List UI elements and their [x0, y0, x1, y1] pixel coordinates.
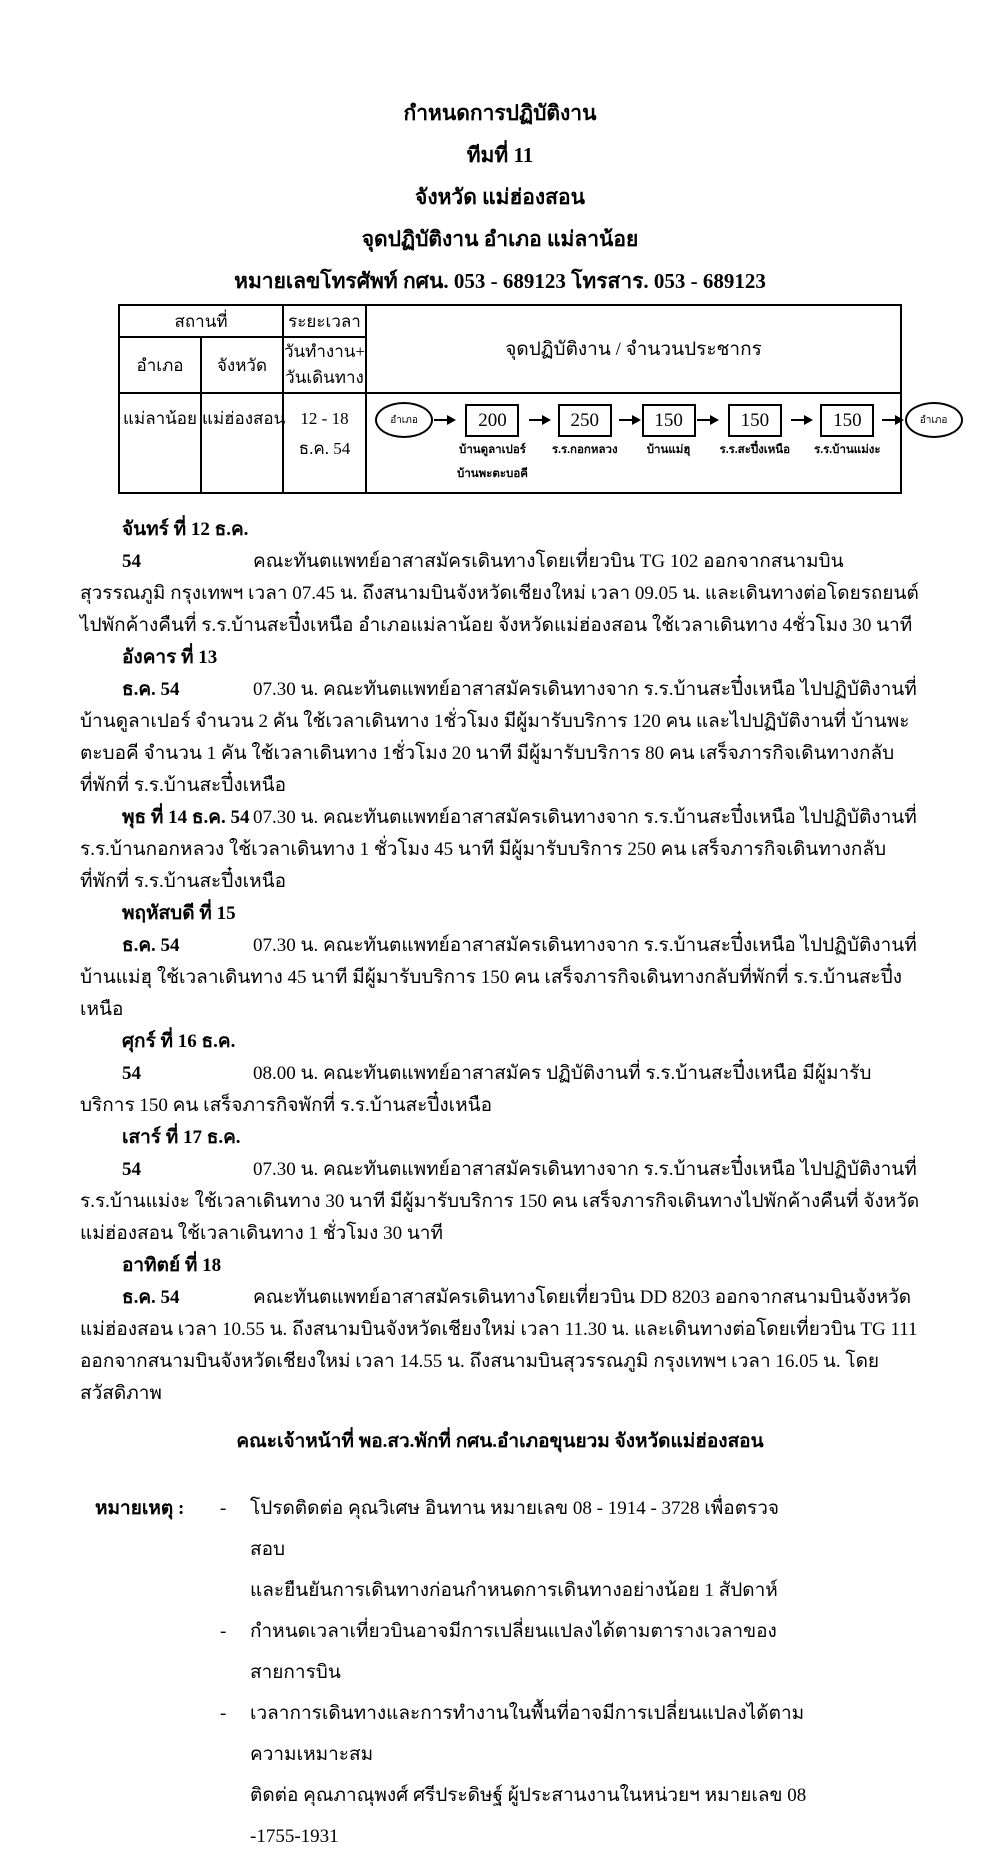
end-oval: อำเภอ — [905, 402, 963, 438]
note-item — [220, 1693, 920, 1857]
flow-arrow-icon — [791, 402, 813, 438]
operation-point-line: จุดปฏิบัติงาน อำเภอ แม่ลาน้อย — [361, 227, 639, 251]
staff-accommodation-line: คณะเจ้าหน้าที่ พอ.สว.พักที่ กศน.อำเภอขุนยวม จังหวัดแม่ฮ่องสอน — [236, 1431, 764, 1452]
entry-text: 07.30 น. คณะทันตแพทย์อาสาสมัครเดินทางจาก ร.ร.บ้านสะปึ๋งเหนือ ไปปฏิบัติงานที่ บ้านแม่ฮุ ใช้เวลาเดินทาง 45 นาที มีผู้มารับบริการ 150 คน เสร็จภารกิจเดินทางกลับที่พักที่ ร.ร.บ้านสะปึ๋งเหนือ — [80, 935, 917, 1020]
day-label: ศุกร์ ที่ 16 ธ.ค. 54 — [122, 1031, 236, 1084]
note-text — [250, 1611, 810, 1693]
flow-arrow-icon — [619, 402, 641, 438]
entry-text: คณะทันตแพทย์อาสาสมัครเดินทางโดยเที่ยวบิน TG 102 ออกจากสนามบินสุวรรณภูมิ กรุงเทพฯ เวลา 07.45 น. ถึงสนามบินจังหวัดเชียงใหม่ เวลา 09.05 น. และเดินทางต่อโดยรถยนต์ไปพักค้างคืนที่ ร.ร.บ้านสะปึ๋งเหนือ อำเภอแม่ลาน้อย จังหวัดแม่ฮ่องสอน ใช้เวลาเดินทาง 4ชั่วโมง 30 นาที — [80, 551, 919, 636]
population-box: 150 — [820, 404, 874, 437]
schedule-entry — [80, 1026, 920, 1122]
flow-stop-1 — [457, 402, 528, 482]
population-box: 250 — [558, 404, 612, 437]
province-value: แม่ฮ่องสอน — [202, 409, 286, 428]
stop-label: ร.ร.บ้านแม่งะ — [814, 444, 881, 456]
header-province: จังหวัด — [201, 337, 283, 393]
header-days-line1: วันทำงาน+ — [284, 342, 365, 361]
header-district: อำเภอ — [119, 337, 201, 393]
schedule-entry — [80, 898, 920, 1026]
doc-title: กำหนดการปฏิบัติงาน — [403, 101, 597, 125]
entry-text: คณะทันตแพทย์อาสาสมัครเดินทางโดยเที่ยวบิน DD 8203 ออกจากสนามบินจังหวัดแม่ฮ่องสอน เวลา 10.55 น. ถึงสนามบินจังหวัดเชียงใหม่ เวลา 11.30 น. และเดินทางต่อโดยเที่ยวบิน TG 111 ออกจากสนามบินจังหวัดเชียงใหม่ เวลา 14.55 น. ถึงสนามบินสุวรรณภูมิ กรุงเทพฯ เวลา 16.05 น. โดยสวัสดิภาพ — [80, 1287, 918, 1404]
duration-line1: 12 - 18 — [300, 409, 349, 428]
notes-label: หมายเหตุ : — [95, 1498, 185, 1519]
day-label: จันทร์ ที่ 12 ธ.ค. 54 — [122, 519, 249, 572]
header-duration: ระยะเวลา — [283, 305, 366, 337]
flow-arrow-icon — [529, 402, 551, 438]
stop-label: บ้านพะตะบอคี — [457, 467, 528, 480]
notes-list — [220, 1488, 920, 1857]
note-line: เวลาการเดินทางและการทำงานในพื้นที่อาจมีการเปลี่ยนแปลงได้ตามความเหมาะสม — [250, 1703, 805, 1765]
entry-text: 07.30 น. คณะทันตแพทย์อาสาสมัครเดินทางจาก ร.ร.บ้านสะปึ๋งเหนือ ไปปฏิบัติงานที่ ร.ร.บ้านแม่งะ ใช้เวลาเดินทาง 30 นาที มีผู้มารับบริการ 150 คน เสร็จภารกิจเดินทางไปพักค้างคืนที่ จังหวัดแม่ฮ่องสอน ใช้เวลาเดินทาง 1 ชั่วโมง 30 นาที — [80, 1159, 920, 1244]
flow-stop-4 — [720, 402, 791, 458]
flow-stop-5 — [814, 402, 881, 458]
notes-section — [95, 1488, 920, 1857]
cell-district — [119, 393, 201, 493]
note-line: และยืนยันการเดินทางก่อนกำหนดการเดินทางอย่างน้อย 1 สัปดาห์ — [250, 1580, 778, 1601]
entry-text: 07.30 น. คณะทันตแพทย์อาสาสมัครเดินทางจาก ร.ร.บ้านสะปึ๋งเหนือ ไปปฏิบัติงานที่ ร.ร.บ้านกอกหลวง ใช้เวลาเดินทาง 1 ชั่วโมง 45 นาที มีผู้มารับบริการ 250 คน เสร็จภารกิจเดินทางกลับที่พักที่ ร.ร.บ้านสะปึ๋งเหนือ — [80, 807, 917, 892]
flow-arrow-icon — [434, 402, 456, 438]
schedule-entry — [80, 1122, 920, 1250]
day-label: อาทิตย์ ที่ 18 ธ.ค. 54 — [122, 1255, 222, 1308]
team-number: ทีมที่ 11 — [466, 143, 534, 167]
day-label: พฤหัสบดี ที่ 15 ธ.ค. 54 — [122, 903, 236, 956]
flow-arrow-icon — [882, 402, 904, 438]
province-line: จังหวัด แม่ฮ่องสอน — [415, 185, 585, 209]
note-text — [250, 1693, 810, 1857]
schedule-body — [80, 514, 920, 1410]
header-days — [283, 337, 366, 393]
flow-arrow-icon — [697, 402, 719, 438]
schedule-table — [118, 304, 948, 494]
header-days-line2: วันเดินทาง — [285, 368, 364, 387]
day-label: พุธ ที่ 14 ธ.ค. 54 — [122, 807, 250, 828]
schedule-entry — [80, 514, 920, 642]
bullet-dash: - — [220, 1703, 227, 1724]
duration-value — [284, 394, 365, 464]
district-value: แม่ลาน้อย — [123, 409, 197, 428]
header-operation: จุดปฏิบัติงาน / จำนวนประชากร — [366, 305, 901, 393]
cell-duration — [283, 393, 366, 493]
bullet-dash: - — [220, 1498, 227, 1519]
population-box: 150 — [728, 404, 782, 437]
day-label: เสาร์ ที่ 17 ธ.ค. 54 — [122, 1127, 241, 1180]
flow-stop-3 — [642, 402, 696, 458]
start-oval: อำเภอ — [375, 402, 433, 438]
note-line: โปรดติดต่อ คุณวิเศษ อินทาน หมายเลข 08 - 1914 - 3728 เพื่อตรวจสอบ — [250, 1498, 780, 1560]
document-header — [0, 92, 1000, 302]
note-text — [250, 1488, 810, 1611]
bullet-dash: - — [220, 1621, 227, 1642]
cell-operation-diagram — [366, 393, 948, 493]
entry-text: 08.00 น. คณะทันตแพทย์อาสาสมัคร ปฏิบัติงานที่ ร.ร.บ้านสะปึ๋งเหนือ มีผู้มารับบริการ 150 คน เสร็จภารกิจพักที่ ร.ร.บ้านสะปึ๋งเหนือ — [80, 1063, 872, 1116]
stop-label: ร.ร.สะปึ๋งเหนือ — [719, 444, 791, 456]
population-box: 150 — [642, 404, 696, 437]
note-item — [220, 1488, 920, 1611]
entry-text: 07.30 น. คณะทันตแพทย์อาสาสมัครเดินทางจาก ร.ร.บ้านสะปึ๋งเหนือ ไปปฏิบัติงานที่ บ้านดูลาเปอร์ จำนวน 2 คัน ใช้เวลาเดินทาง 1ชั่วโมง มีผู้มารับบริการ 120 คน และไปปฏิบัติงานที่ บ้านพะตะบอคี จำนวน 1 คัน ใช้เวลาเดินทาง 1ชั่วโมง 20 นาที มีผู้มารับบริการ 80 คน เสร็จภารกิจเดินทางกลับที่พักที่ ร.ร.บ้านสะปึ๋งเหนือ — [80, 679, 917, 796]
note-item — [220, 1611, 920, 1693]
schedule-entry — [80, 802, 920, 898]
stop-label: บ้านดูลาเปอร์ — [459, 444, 526, 456]
day-label: อังคาร ที่ 13 ธ.ค. 54 — [122, 647, 218, 700]
cell-province — [201, 393, 286, 493]
population-box: 200 — [465, 404, 519, 437]
duration-line2: ธ.ค. 54 — [298, 439, 351, 458]
stop-label: ร.ร.กอกหลวง — [551, 444, 618, 456]
schedule-entry — [80, 642, 920, 802]
flow-end-node — [905, 402, 963, 438]
phone-line: หมายเลขโทรศัพท์ กศน. 053 - 689123 โทรสาร. 053 - 689123 — [234, 269, 766, 293]
note-line: ติดต่อ คุณภาณุพงศ์ ศรีประดิษฐ์ ผู้ประสานงานในหน่วยฯ หมายเลข 08 -1755-1931 — [250, 1785, 807, 1847]
note-line: กำหนดเวลาเที่ยวบินอาจมีการเปลี่ยนแปลงได้ตามตารางเวลาของสายการบิน — [250, 1621, 777, 1683]
schedule-entry — [80, 1250, 920, 1410]
flow-stop-2 — [552, 402, 618, 458]
flow-diagram — [367, 394, 948, 482]
stop-label: บ้านแม่ฮุ — [646, 444, 691, 456]
header-location: สถานที่ — [119, 305, 283, 337]
flow-start-node — [375, 402, 433, 438]
